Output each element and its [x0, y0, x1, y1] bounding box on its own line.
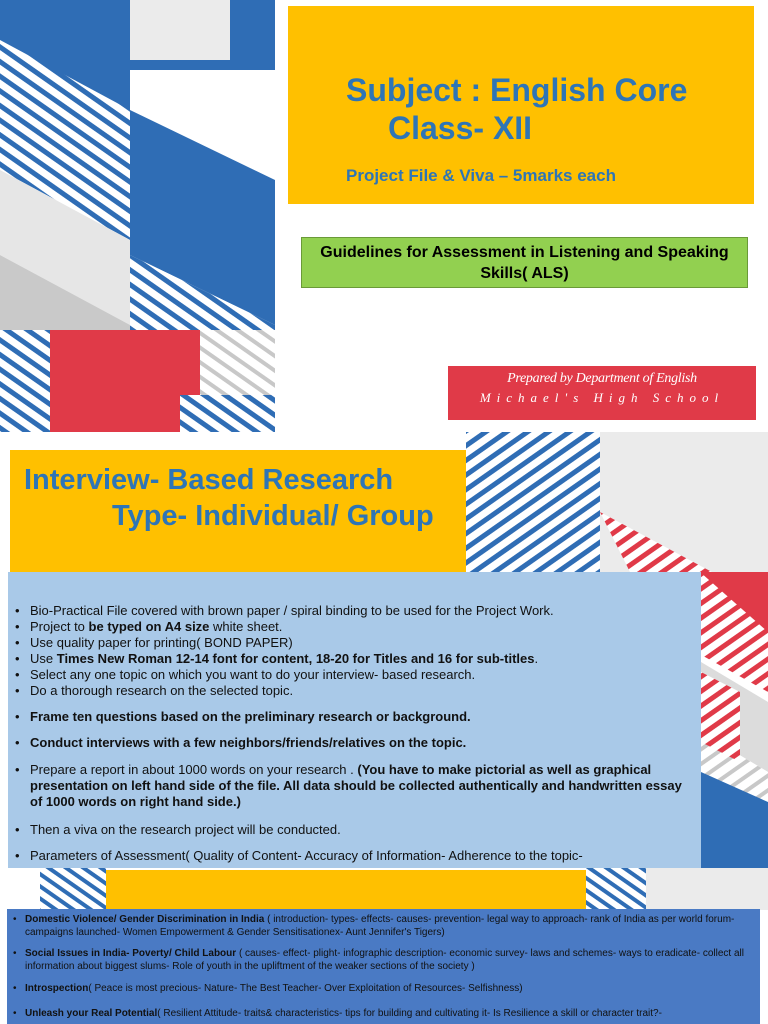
list-item: • Conduct interviews with a few neighbors/friends/relatives on the topic.	[8, 735, 696, 751]
list-item: • Bio-Practical File covered with brown paper / spiral binding to be used for the Project Work.	[8, 603, 696, 619]
list-item: • Prepare a report in about 1000 words on your research . (You have to make pictorial as well as graphical presentation on left hand side of the file. All data should be collected authentically and handwritten essay of 1000 words on right hand side.)	[8, 762, 696, 810]
prepared-by-text: Prepared by Department of English	[507, 371, 697, 386]
topics-slide	[0, 868, 768, 1024]
list-item: • Domestic Violence/ Gender Discrimination in India ( introduction- types- effects- causes- prevention- legal way to approach- rank of India as per world forum- campaigns launched- Women Empowerment & Gender Sensitisationex- Aunt Jennifer's Tigers)	[7, 913, 752, 939]
list-item: • Unleash your Real Potential( Resilient Attitude- traits& characteristics- tips for building and cultivating it- Is Resilience a skill or character trait?-	[7, 1007, 752, 1020]
list-item: • Use quality paper for printing( BOND PAPER)	[8, 635, 696, 651]
section-title-banner	[10, 450, 466, 572]
list-item: • Then a viva on the research project will be conducted.	[8, 822, 696, 838]
list-item: • Introspection( Peace is most precious- Nature- The Best Teacher- Over Exploitation of Resources- Selfishness)	[7, 982, 752, 995]
instructions-panel	[8, 572, 701, 868]
research-title: Interview- Based Research	[24, 464, 394, 496]
credit-badge	[448, 366, 756, 420]
list-item: • Social Issues in India- Poverty/ Child Labour ( causes- effect- plight- infographic description- economic survey- laws and schemes- ways to eradicate- collect all information about biggest slums- Role of youth in the upliftment of the weaker sections of the society )	[7, 947, 752, 973]
school-name: Michael's High School	[479, 390, 725, 405]
guidelines-banner: Guidelines for Assessment in Listening and Speaking Skills( ALS)	[301, 237, 748, 288]
research-type: Type- Individual/ Group	[112, 500, 434, 532]
list-item: • Frame ten questions based on the preliminary research or background.	[8, 709, 696, 725]
subject-title: Subject : English Core	[346, 72, 688, 108]
cover-slide	[0, 0, 768, 432]
list-item: • Do a thorough research on the selected topic.	[8, 683, 696, 699]
class-title: Class- XII	[388, 110, 533, 146]
project-marks-line: Project File & Viva – 5marks each	[346, 166, 616, 185]
list-item: • Parameters of Assessment( Quality of Content- Accuracy of Information- Adherence to the topic-	[8, 848, 696, 864]
list-item: • Use Times New Roman 12-14 font for content, 18-20 for Titles and 16 for sub-titles.	[8, 651, 696, 667]
topics-panel	[7, 909, 760, 1024]
list-item: • Project to be typed on A4 size white sheet.	[8, 619, 696, 635]
title-banner	[288, 6, 754, 204]
topics-title-banner	[106, 870, 586, 912]
instructions-slide	[0, 432, 768, 868]
list-item: • Select any one topic on which you want to do your interview- based research.	[8, 667, 696, 683]
